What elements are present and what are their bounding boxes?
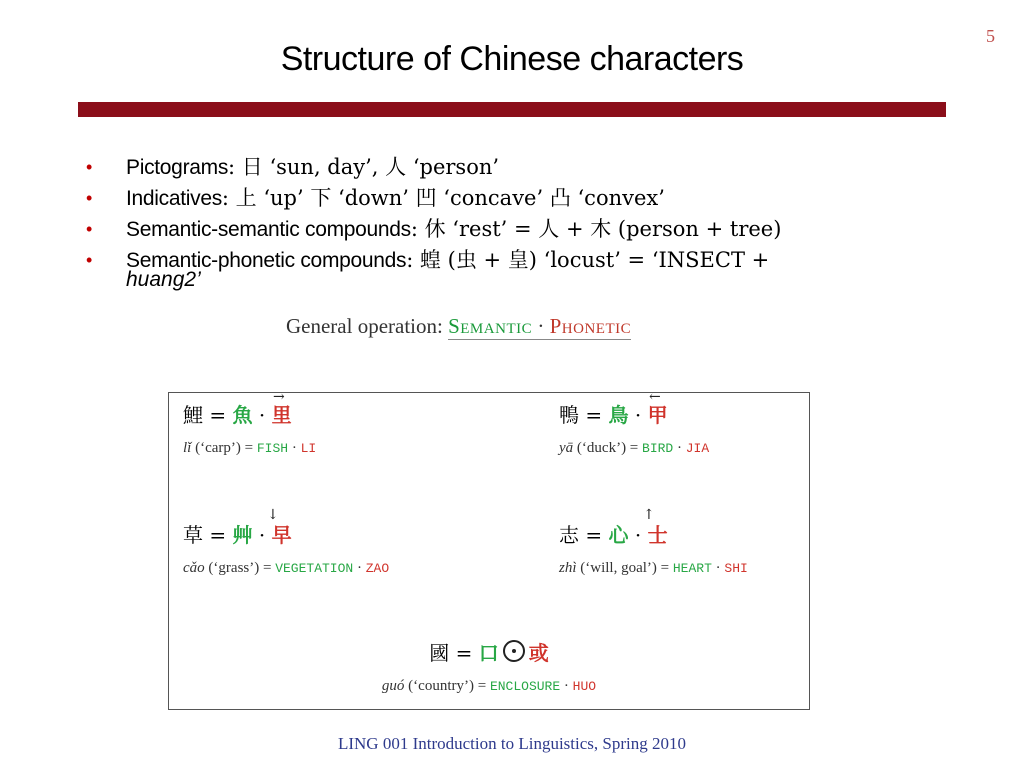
romanization: zhì — [559, 560, 577, 576]
equals-sign: = — [579, 403, 609, 427]
gloss-separator: · — [353, 560, 366, 576]
general-operation — [286, 314, 631, 339]
semantic-gloss: HEART — [672, 561, 712, 576]
romanization: cǎo — [183, 560, 205, 576]
equals-sign: = — [203, 523, 233, 547]
semantic-gloss: BIRD — [642, 441, 674, 456]
semantic-radical: 鳥 — [608, 403, 629, 427]
compound-entry — [349, 637, 629, 695]
bullet-dot-icon: • — [86, 157, 93, 177]
semantic-radical: 魚 — [232, 403, 253, 427]
bullet-term: Indicatives — [126, 187, 222, 210]
gloss-separator: · — [711, 560, 725, 576]
bullet-dot-icon: • — [86, 250, 93, 270]
phonetic-component: 或 — [528, 641, 549, 665]
compound-entry — [559, 507, 748, 577]
romanization: yā — [559, 440, 574, 456]
arrow-down-icon: ↓ — [267, 507, 279, 523]
compound-equation — [559, 507, 748, 548]
gloss-separator: · — [288, 440, 301, 456]
operation-dot: · — [634, 523, 642, 547]
compound-figure — [168, 389, 810, 710]
phonetic-component: 士 — [647, 523, 668, 547]
compound-gloss — [559, 440, 709, 457]
phonetic-component: 甲 — [647, 403, 668, 427]
operation-dot: · — [258, 403, 266, 427]
footer: LING 001 Introduction to Linguistics, Spring 2010 — [337, 734, 686, 753]
bullet-text: : 日 ‘sun, day’, 人 ‘person’ — [228, 155, 500, 179]
compound-entry — [559, 389, 710, 457]
compound-char: 志 — [559, 523, 579, 547]
arrow-left-icon: ← — [649, 389, 661, 405]
bullet-item — [86, 152, 886, 183]
compound-char: 鯉 — [183, 403, 203, 427]
semantic-radical: 艸 — [232, 523, 253, 547]
semantic-radical: 心 — [608, 523, 629, 547]
semantic-radical: 口 — [478, 641, 499, 665]
romanization: lǐ — [183, 440, 192, 456]
semantic-gloss: ENCLOSURE — [489, 679, 561, 694]
page-number: 5 — [986, 26, 995, 46]
compound-entry — [183, 507, 390, 577]
bullet-text: : 休 ‘rest’ = 人 + 木 (person + tree) — [410, 217, 782, 241]
compound-char: 國 — [429, 641, 450, 665]
phonetic-gloss: SHI — [724, 561, 748, 576]
title-rule — [78, 102, 946, 117]
gloss-separator: · — [560, 678, 573, 694]
arrow-right-icon: → — [273, 389, 285, 405]
bullet-item — [86, 183, 886, 214]
phonetic-gloss: JIA — [685, 441, 710, 456]
phonetic-gloss: HUO — [572, 679, 597, 694]
slide-title: Structure of Chinese characters — [280, 40, 744, 78]
meaning: (‘grass’) = — [204, 560, 276, 576]
operation-dot: · — [258, 523, 266, 547]
operation-dot: · — [634, 403, 642, 427]
equals-sign: = — [579, 523, 609, 547]
romanization: guó — [381, 678, 405, 694]
compound-gloss — [349, 678, 629, 695]
phonetic-gloss: LI — [300, 441, 317, 456]
semantic-gloss: VEGETATION — [275, 561, 354, 576]
bullet-dot-icon: • — [86, 219, 93, 239]
bullet-continuation: huang2’ — [126, 268, 201, 291]
compound-equation — [183, 389, 316, 428]
bullet-item — [86, 245, 886, 290]
meaning: (‘duck’) = — [573, 440, 643, 456]
phonetic-component: 里 — [271, 403, 292, 427]
operation-dot: · — [532, 314, 550, 338]
bullet-text: : 上 ‘up’ 下 ‘down’ 凹 ‘concave’ 凸 ‘convex’ — [221, 186, 665, 210]
general-operation-prefix: General operation: — [286, 314, 449, 338]
gloss-separator: · — [673, 440, 686, 456]
meaning: (‘will, goal’) = — [576, 560, 673, 576]
bullet-term: Semantic-semantic compounds — [126, 218, 411, 241]
phonetic-gloss: ZAO — [365, 561, 390, 576]
compound-equation — [559, 389, 709, 428]
bullet-list — [86, 152, 886, 290]
compound-char: 草 — [183, 523, 203, 547]
compound-gloss — [183, 560, 389, 577]
general-operation-formula — [448, 314, 631, 340]
circled-dot-icon — [503, 640, 525, 662]
equals-sign: = — [449, 641, 479, 665]
meaning: (‘carp’) = — [191, 440, 257, 456]
bullet-text: : 蝗 (虫 + 皇) ‘locust’ = ‘INSECT + — [406, 248, 770, 272]
bullet-dot-icon: • — [86, 188, 93, 208]
bullet-term: Semantic-phonetic compounds — [126, 249, 407, 272]
phonetic-component: 早 — [271, 523, 292, 547]
compound-gloss — [559, 560, 748, 577]
equals-sign: = — [203, 403, 233, 427]
meaning: (‘country’) = — [404, 678, 490, 694]
phonetic-label: Phonetic — [549, 314, 632, 338]
compound-equation — [349, 637, 629, 666]
compound-entry — [183, 389, 317, 457]
semantic-label: Semantic — [448, 314, 533, 338]
semantic-gloss: FISH — [256, 441, 289, 456]
bullet-item — [86, 214, 886, 245]
compound-equation — [183, 507, 389, 548]
compound-gloss — [183, 440, 316, 457]
bullet-term: Pictograms — [126, 156, 229, 179]
compound-char: 鴨 — [559, 403, 579, 427]
arrow-up-icon: ↑ — [643, 507, 655, 523]
